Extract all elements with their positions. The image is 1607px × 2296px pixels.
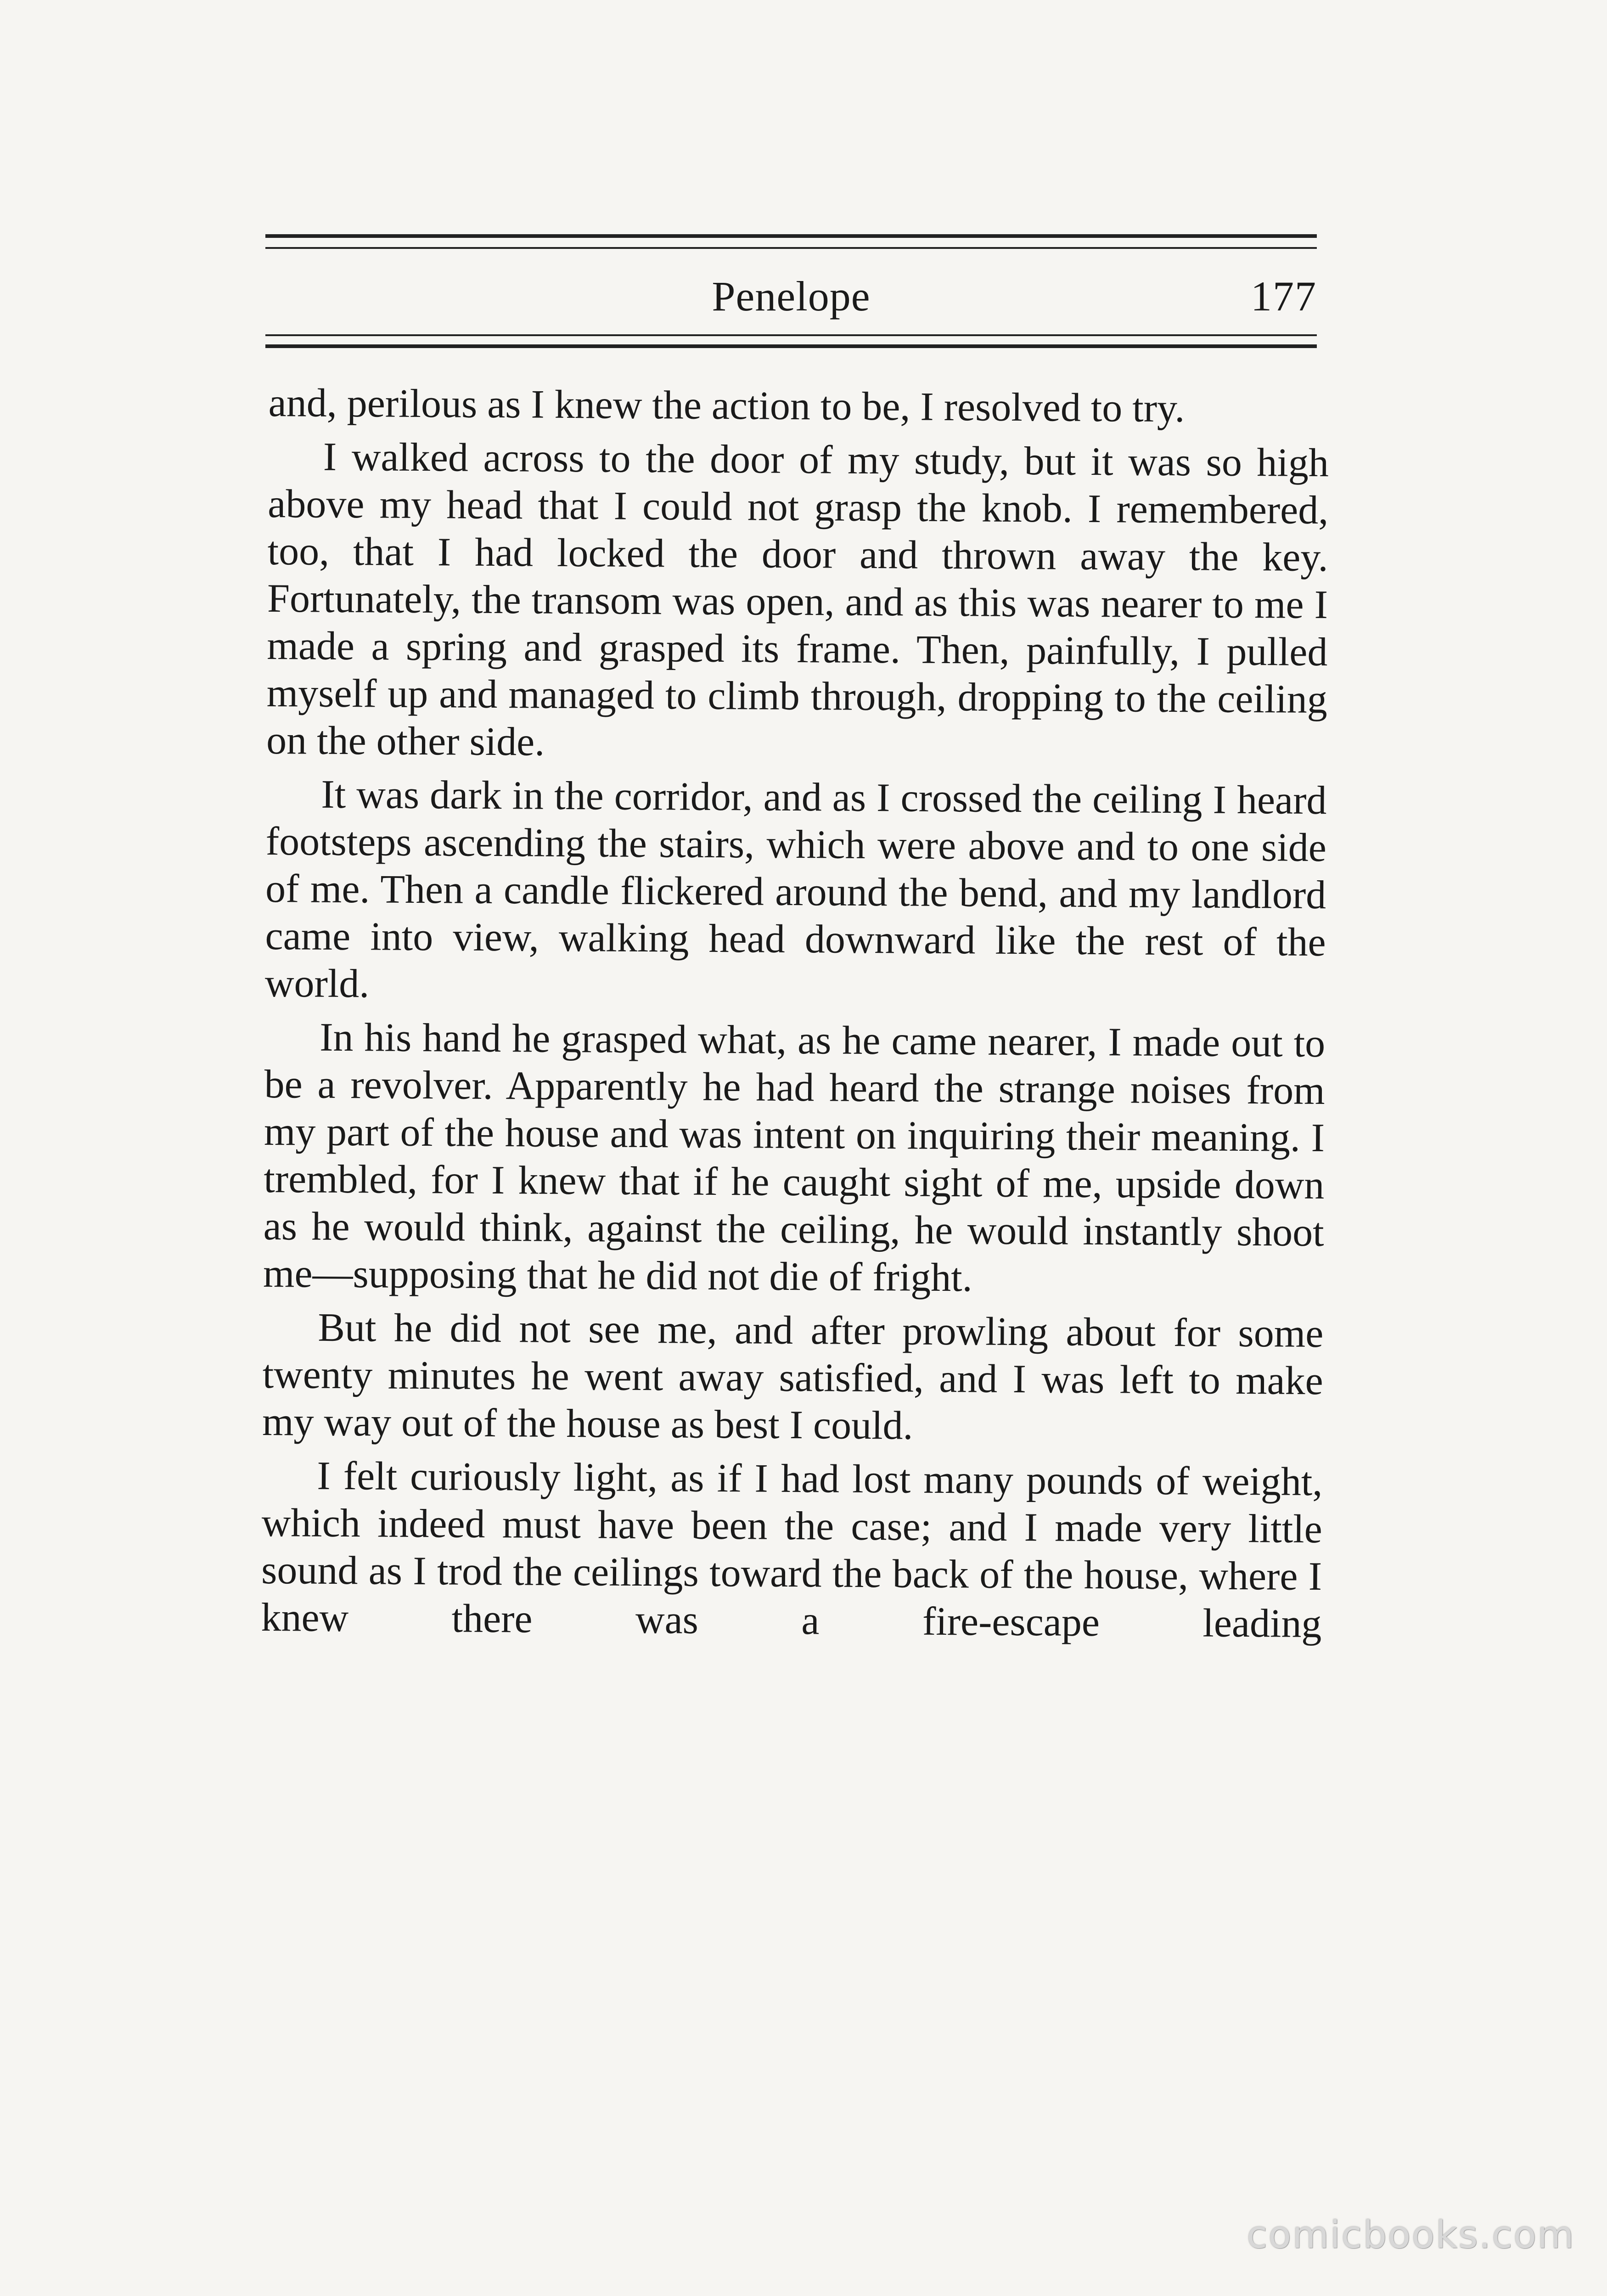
header-bottom-double-rule xyxy=(265,334,1317,353)
running-title: Penelope xyxy=(712,273,871,320)
paragraph: In his hand he grasped what, as he came nearer, I made out to be a revolver. Apparently he had heard the strange noises from my part of the house and was intent on inquiring their meaning. I trembled, for I knew that if he caught sight of me, upside down as he would think, against the ceiling, he would instantly shoot me—supposing that he did not die of fright. xyxy=(263,1015,1326,1300)
header-bottom-rule-thin xyxy=(265,334,1317,336)
paragraph-continues: I felt curiously light, as if I had lost many pounds of weight, which indeed must have been the case; and I made very little sound as I trod the ceilings toward the back of the house, where I knew there was a fire-escape leading xyxy=(261,1453,1323,1647)
header-top-rule-thin xyxy=(265,247,1317,249)
paragraph: But he did not see me, and after prowling about for some twenty minutes he went away satisfied, and I was left to make my way out of the house as best I could. xyxy=(262,1305,1324,1448)
body-text xyxy=(261,379,1329,1654)
running-header xyxy=(265,259,1317,333)
paragraph: It was dark in the corridor, and as I crossed the ceiling I heard footsteps ascending the stairs, which were above and to one side of me. Then a candle flickered around the bend, and my landlord came into view, walking head downward like the rest of the world. xyxy=(264,772,1327,1007)
header-bottom-rule-thick xyxy=(265,344,1317,348)
watermark: comicbooks.com xyxy=(1247,2213,1575,2257)
header-top-rule-thick xyxy=(265,234,1317,238)
paragraph: I walked across to the door of my study, but it was so high above my head that I could not grasp the knob. I remembered, too, that I had locked the door and thrown away the key. Fortunately, the transom was open, and as this was nearer to me I made a spring and grasped its frame. Then, painfully, I pulled myself up and managed to climb through, dropping to the ceiling on the other side. xyxy=(266,434,1329,765)
header-top-double-rule xyxy=(265,234,1317,253)
paragraph-continued: and, perilous as I knew the action to be, I resolved to try. xyxy=(268,380,1185,431)
page-number: 177 xyxy=(1251,273,1317,320)
